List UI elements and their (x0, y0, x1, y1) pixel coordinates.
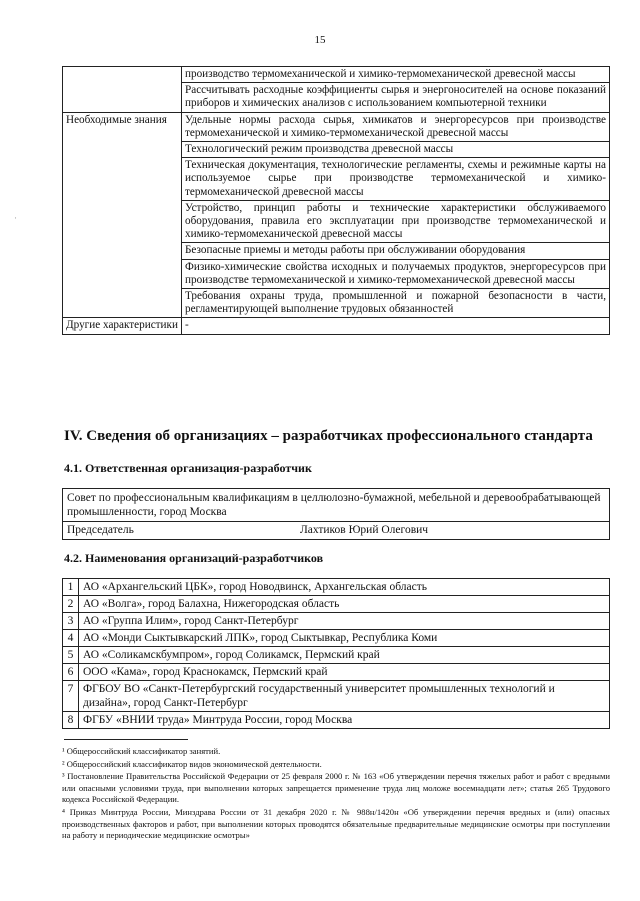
page-number: 15 (314, 34, 326, 46)
table-row (63, 630, 610, 647)
row-item: Удельные нормы расхода сырья, химикатов и энергоресурсов при производстве термомеханической и химико-термомеханической древесной массы (182, 112, 610, 141)
table-row (63, 318, 610, 334)
footnote: ³ Постановление Правительства Российской Федерации от 25 февраля 2000 г. № 163 «Об утверждении перечня тяжелых работ и работ с вредными или опасными условиями труда, при выполнении которых запрещается применение труда лиц моложе восемнадцати лет»; статья 265 Трудового кодекса Российской Федерации. (62, 771, 610, 805)
row-item: Рассчитывать расходные коэффициенты сырья и энергоносителей на основе показаний приборов и химических анализов с использованием компьютерной техники (182, 83, 610, 112)
table-row (63, 712, 610, 729)
row-item: Физико-химические свойства исходных и получаемых продуктов, энергоресурсов при производстве термомеханической и химико-термомеханической древесной массы (182, 259, 610, 288)
row-number: 4 (63, 630, 79, 647)
chair-name: Лахтиков Юрий Олегович (300, 524, 429, 536)
table-row (63, 647, 610, 664)
row-number: 2 (63, 596, 79, 613)
developer-name: АО «Архангельский ЦБК», город Новодвинск, Архангельская область (79, 579, 610, 596)
row-item: Техническая документация, технологические регламенты, схемы и режимные карты на используемое сырье при производстве термомеханической и химико-термомеханической древесной массы (182, 158, 610, 201)
row-label-required-knowledge: Необходимые знания (63, 112, 182, 318)
developers-table (62, 578, 610, 729)
table-row (63, 681, 610, 712)
row-item: производство термомеханической и химико-термомеханической древесной массы (182, 67, 610, 83)
footnote: ² Общероссийский классификатор видов экономической деятельности. (62, 758, 322, 769)
chair-label: Председатель (67, 524, 134, 536)
responsible-org-box (62, 488, 610, 540)
table-row (63, 579, 610, 596)
row-label (63, 67, 182, 113)
developer-name: АО «Волга», город Балахна, Нижегородская область (79, 596, 610, 613)
row-number: 8 (63, 712, 79, 729)
row-number: 7 (63, 681, 79, 712)
row-label-other-characteristics: Другие характеристики (63, 318, 182, 334)
chair-row (63, 522, 609, 539)
table-row (63, 613, 610, 630)
developer-name: АО «Группа Илим», город Санкт-Петербург (79, 613, 610, 630)
developer-name: ФГБОУ ВО «Санкт-Петербургский государственный университет промышленных технологий и дизайна», город Санкт-Петербург (79, 681, 610, 712)
responsible-org-name: Совет по профессиональным квалификациям в целлюлозно-бумажной, мебельной и деревообрабатывающей промышленности, город Москва (63, 489, 609, 522)
developer-name: АО «Монди Сыктывкарский ЛПК», город Сыктывкар, Республика Коми (79, 630, 610, 647)
row-item: Безопасные приемы и методы работы при обслуживании оборудования (182, 243, 610, 259)
developer-name: ООО «Кама», город Краснокамск, Пермский край (79, 664, 610, 681)
table-row (63, 596, 610, 613)
footnote: ¹ Общероссийский классификатор занятий. (62, 746, 221, 756)
margin-mark: · (14, 213, 17, 223)
row-number: 6 (63, 664, 79, 681)
table-row (63, 664, 610, 681)
row-item: Технологический режим производства древесной массы (182, 142, 610, 158)
subsection-title-responsible: 4.1. Ответственная организация-разработчик (64, 461, 312, 475)
table-row (63, 112, 610, 141)
table-row (63, 67, 610, 83)
row-number: 3 (63, 613, 79, 630)
subsection-title-developers: 4.2. Наименования организаций-разработчиков (64, 551, 324, 565)
row-number: 1 (63, 579, 79, 596)
developer-name: ФГБУ «ВНИИ труда» Минтруда России, город Москва (79, 712, 610, 729)
row-number: 5 (63, 647, 79, 664)
row-item: Требования охраны труда, промышленной и пожарной безопасности в части, регламентирующей выполнение трудовых обязанностей (182, 289, 610, 318)
row-item: Устройство, принцип работы и технические характеристики обслуживаемого оборудования, правила его эксплуатации при производстве термомеханической и химико-термомеханической древесной массы (182, 200, 610, 243)
skills-table (62, 66, 610, 335)
footnote: ⁴ Приказ Минтруда России, Минздрава России от 31 декабря 2020 г. № 988н/1420н «Об утверждении перечня вредных и (или) опасных производственных факторов и работ, при выполнении которых проводятся обязательные предварительные медицинские осмотры при поступлении на работу и периодические медицинские осмотры» (62, 806, 610, 841)
footnotes (62, 746, 610, 843)
section-title: IV. Сведения об организациях – разработчиках профессионального стандарта (64, 428, 593, 444)
developer-name: АО «Соликамскбумпром», город Соликамск, Пермский край (79, 647, 610, 664)
row-item: - (182, 318, 610, 334)
footnote-divider (64, 739, 188, 740)
